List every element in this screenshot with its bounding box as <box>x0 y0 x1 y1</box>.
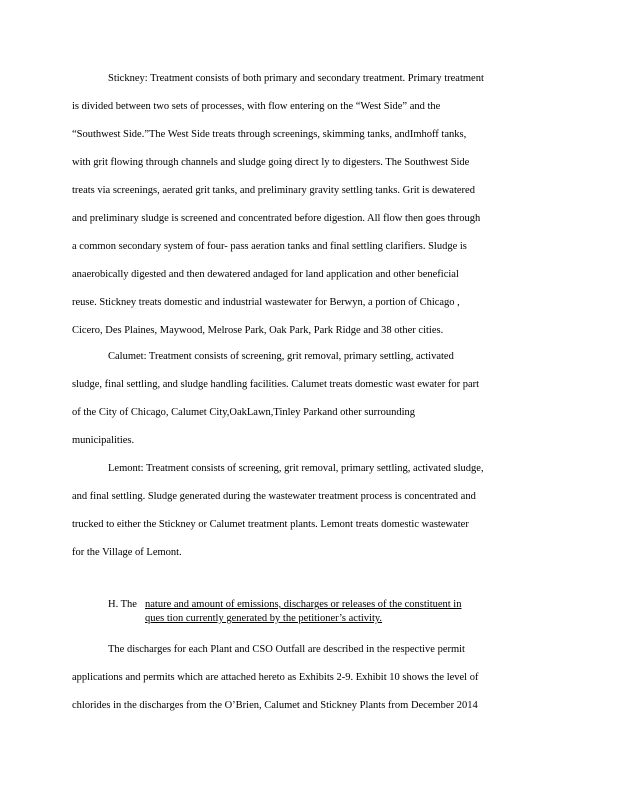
stickney-line-2: is divided between two sets of processes, with flow entering on the “West Side” and the <box>72 101 441 112</box>
calumet-line-1: Calumet: Treatment consists of screening, grit removal, primary settling, activated <box>108 351 454 362</box>
stickney-line-10: Cicero, Des Plaines, Maywood, Melrose Park, Oak Park, Park Ridge and 38 other cities. <box>72 325 444 336</box>
discharges-line-2: applications and permits which are attached hereto as Exhibits 2-9. Exhibit 10 shows the level of <box>72 672 479 683</box>
discharges-line-1: The discharges for each Plant and CSO Outfall are described in the respective permit <box>108 644 465 655</box>
stickney-line-9: reuse. Stickney treats domestic and industrial wastewater for Berwyn, a portion of Chicago , <box>72 297 460 308</box>
section-h-heading-line-1: nature and amount of emissions, discharges or releases of the constituent in <box>145 599 462 610</box>
section-h-heading-line-2: ques tion currently generated by the petitioner’s activity. <box>145 613 383 624</box>
stickney-line-1: Stickney: Treatment consists of both primary and secondary treatment. Primary treatment <box>108 73 484 84</box>
lemont-line-2: and final settling. Sludge generated during the wastewater treatment process is concentrated and <box>72 491 476 502</box>
stickney-line-3: “Southwest Side.”The West Side treats through screenings, skimming tanks, andImhoff tanks, <box>72 129 467 140</box>
stickney-line-8: anaerobically digested and then dewatered andaged for land application and other beneficial <box>72 269 459 280</box>
stickney-line-5: treats via screenings, aerated grit tanks, and preliminary gravity settling tanks. Grit is dewatered <box>72 185 475 196</box>
discharges-line-3: chlorides in the discharges from the O’Brien, Calumet and Stickney Plants from December 2014 <box>72 700 478 711</box>
lemont-line-3: trucked to either the Stickney or Calumet treatment plants. Lemont treats domestic wastewater <box>72 519 469 530</box>
lemont-line-1: Lemont: Treatment consists of screening, grit removal, primary settling, activated sludge, <box>108 463 484 474</box>
calumet-line-2: sludge, final settling, and sludge handling facilities. Calumet treats domestic wast ewater for part <box>72 379 480 390</box>
section-h-label: H. The <box>108 599 137 610</box>
lemont-line-4: for the Village of Lemont. <box>72 547 182 558</box>
calumet-line-3: of the City of Chicago, Calumet City,OakLawn,Tinley Parkand other surrounding <box>72 407 416 418</box>
stickney-line-7: a common secondary system of four- pass aeration tanks and final settling clarifiers. Sludge is <box>72 241 467 252</box>
calumet-line-4: municipalities. <box>72 435 135 446</box>
stickney-line-6: and preliminary sludge is screened and concentrated before digestion. All flow then goes through <box>72 213 481 224</box>
stickney-line-4: with grit flowing through channels and sludge going direct ly to digesters. The Southwest Side <box>72 157 470 168</box>
